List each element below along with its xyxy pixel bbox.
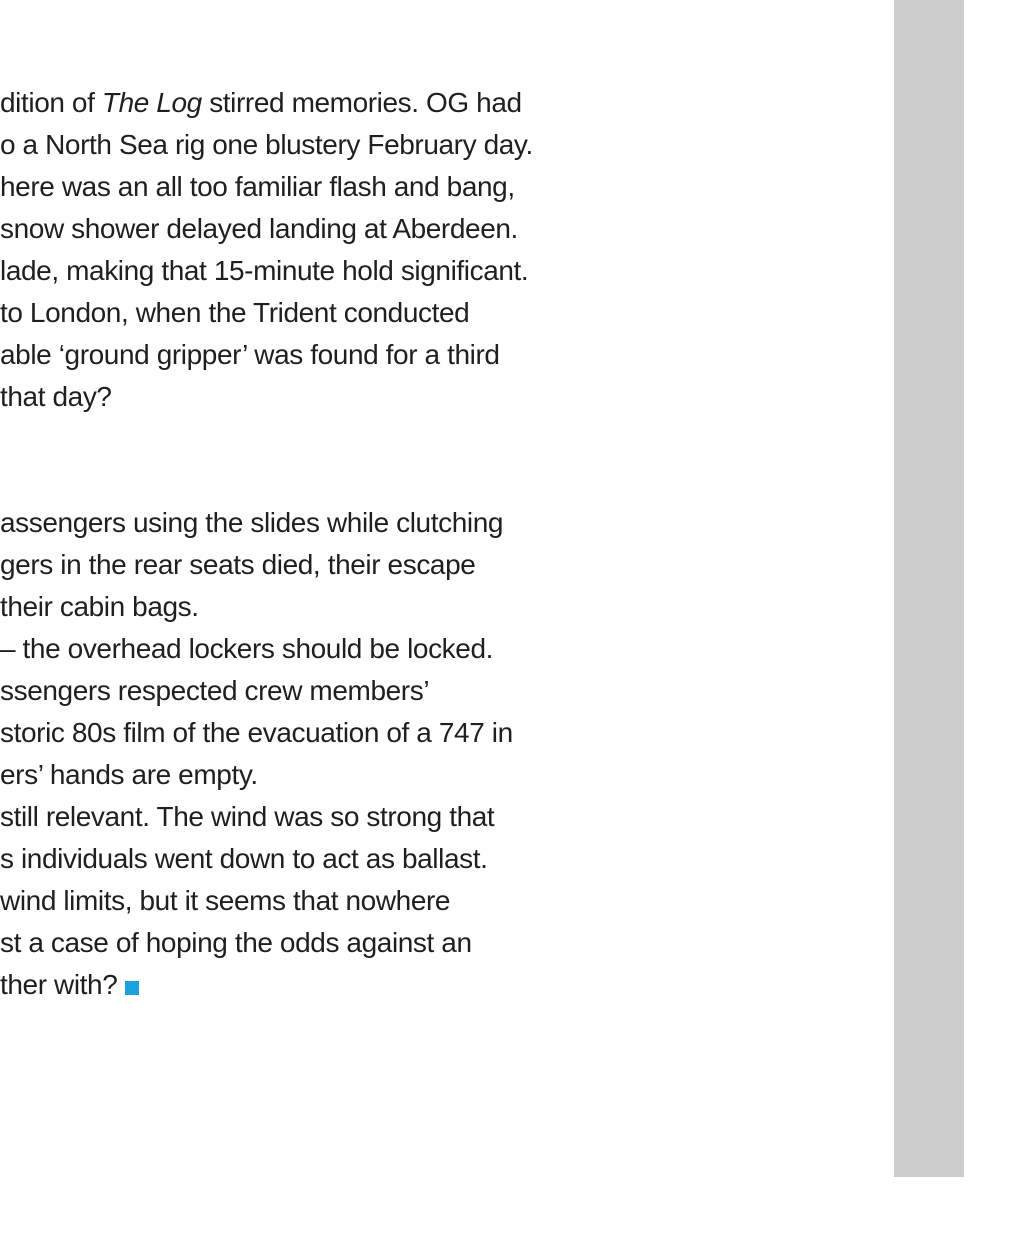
paragraph-line: here was an all too familiar flash and bang, [0, 171, 515, 202]
paragraph-line-last: ther with? [0, 964, 880, 1006]
paragraph-line: still relevant. The wind was so strong that [0, 801, 495, 832]
paragraph-line: that day? [0, 381, 112, 412]
paragraph-line: ers’ hands are empty. [0, 759, 258, 790]
paragraph-line: assengers using the slides while clutching [0, 507, 504, 538]
article-body [0, 82, 880, 1006]
paragraph-line: dition of The Log stirred memories. OG had [0, 87, 522, 118]
paragraph-line: storic 80s film of the evacuation of a 747 in [0, 717, 513, 748]
paragraph-line: wind limits, but it seems that nowhere [0, 885, 451, 916]
article-paragraph-1 [0, 82, 880, 418]
paragraph-line: – the overhead lockers should be locked. [0, 633, 493, 664]
paragraph-line: ssengers respected crew members’ [0, 675, 430, 706]
paragraph-line: s individuals went down to act as ballast. [0, 843, 488, 874]
paragraph-line: st a case of hoping the odds against an [0, 927, 472, 958]
paragraph-line: o a North Sea rig one blustery February day. [0, 129, 533, 160]
paragraph-spacer [0, 418, 880, 502]
paragraph-line: to London, when the Trident conducted [0, 297, 470, 328]
page-edge-band [894, 0, 964, 1177]
paragraph-line: their cabin bags. [0, 591, 199, 622]
paragraph-line: lade, making that 15-minute hold significant. [0, 255, 529, 286]
article-paragraph-2 [0, 502, 880, 1006]
end-of-article-square-icon [125, 981, 139, 995]
paragraph-line: snow shower delayed landing at Aberdeen. [0, 213, 518, 244]
paragraph-line: able ‘ground gripper’ was found for a third [0, 339, 500, 370]
publication-title: The Log [101, 87, 202, 118]
paragraph-line: gers in the rear seats died, their escape [0, 549, 476, 580]
